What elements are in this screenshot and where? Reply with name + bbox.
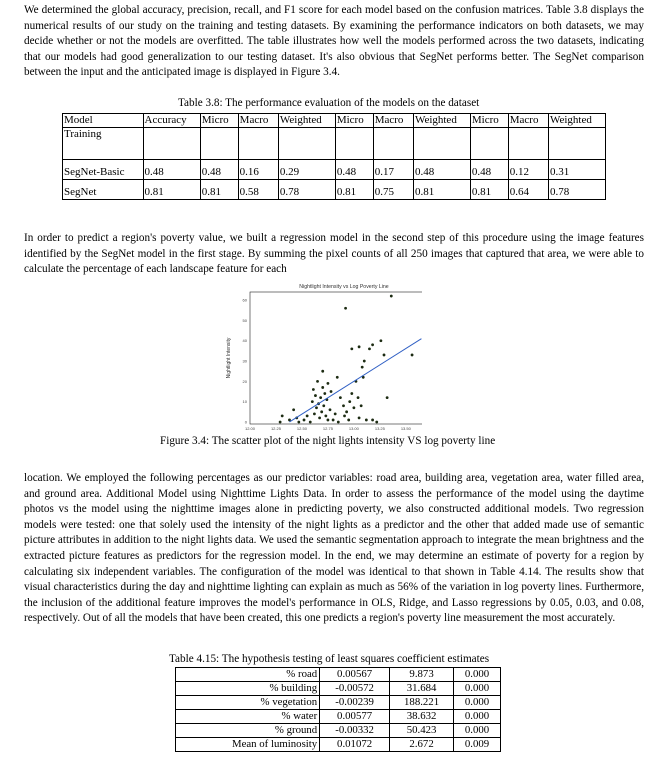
scatter-point — [329, 408, 332, 411]
y-tick-label: 40 — [242, 338, 247, 344]
table-cell: % ground — [176, 724, 320, 738]
header-cell: Weighted — [278, 114, 335, 128]
table-3-8-caption: Table 3.8: The performance evaluation of the models on the dataset — [178, 97, 480, 109]
table-cell: 0.48 — [470, 160, 508, 180]
paragraph-regression: In order to predict a region's poverty value, we built a regression model in the second step of this procedure using the image features identified by the SegNet model in the first stage. By summing the pixel counts of all 250 images that captured that area, we were able to calculate the percentage of each landscape feature for each — [24, 232, 644, 276]
scatter-point — [365, 419, 368, 422]
scatter-point — [312, 388, 315, 391]
table-row — [176, 696, 501, 710]
table-row — [176, 668, 501, 682]
x-tick-label: 13.50 — [400, 426, 411, 431]
scatter-point — [315, 406, 318, 409]
scatter-point — [324, 414, 327, 417]
scatter-point — [303, 419, 306, 422]
y-tick-label: 30 — [242, 358, 247, 364]
table-cell: 0.48 — [335, 160, 373, 180]
table-cell: 0.009 — [454, 738, 501, 752]
table-cell: 0.81 — [413, 180, 470, 200]
table-cell: 0.78 — [278, 180, 335, 200]
table-cell: 0.00567 — [320, 668, 390, 682]
scatter-point — [390, 295, 393, 298]
scatter-point — [323, 392, 326, 395]
table-cell: 9.873 — [390, 668, 454, 682]
figure-3-4-caption: Figure 3.4: The scatter plot of the night lights intensity VS log poverty line — [160, 435, 496, 447]
table-cell: 0.16 — [238, 160, 278, 180]
x-tick-label: 12.75 — [322, 426, 333, 431]
y-tick-label: 50 — [242, 317, 247, 323]
scatter-point — [313, 412, 316, 415]
scatter-point — [350, 392, 353, 395]
table-row — [176, 710, 501, 724]
table-cell: 0.17 — [373, 160, 413, 180]
table-cell: 31.684 — [390, 682, 454, 696]
scatter-points — [279, 295, 414, 424]
table-cell: 0.48 — [413, 160, 470, 180]
scatter-point — [322, 404, 325, 407]
y-tick-label: 20 — [242, 378, 247, 384]
scatter-point — [361, 366, 364, 369]
x-axis — [245, 426, 422, 431]
scatter-point — [318, 417, 321, 420]
x-tick-label: 13.00 — [348, 426, 359, 431]
scatter-point — [344, 307, 347, 310]
scatter-point — [327, 382, 330, 385]
y-tick-label: 10 — [242, 399, 247, 405]
x-tick-label: 12.50 — [296, 426, 307, 431]
performance-table — [62, 113, 606, 200]
scatter-point — [321, 370, 324, 373]
table-cell: SegNet — [63, 180, 144, 200]
y-tick-label: 60 — [242, 297, 247, 303]
table-cell: 0.000 — [454, 696, 501, 710]
scatter-point — [358, 345, 361, 348]
scatter-point — [297, 421, 300, 424]
scatter-point — [363, 360, 366, 363]
header-cell: Micro — [335, 114, 373, 128]
y-axis-label: Nightlight Intensity — [226, 337, 232, 379]
table-cell: -0.00332 — [320, 724, 390, 738]
scatter-point — [358, 417, 361, 420]
x-tick-label: 12.00 — [244, 426, 256, 431]
table-cell: 0.48 — [200, 160, 238, 180]
paragraph-results: We determined the global accuracy, precision, recall, and F1 score for each model based on the confusion matrices. Table 3.8 displays the numerical results of our study on the training and testing datasets. By examining the performance indicators on both datasets, we may decide whether or not the models are overfitted. The table illustrates how well the models performed across the two datasets, indicating that our models had good generalization to our testing dataset. It's also obvious that SegNet performs better. The SegNet comparison between the input and the anticipated image is displayed in Figure 3.4. — [24, 4, 644, 79]
x-tick-label: 12.25 — [270, 426, 281, 431]
table-cell: 0.01072 — [320, 738, 390, 752]
table-cell: 0.78 — [548, 180, 605, 200]
y-tick-label: 0 — [244, 419, 247, 425]
table-row — [63, 180, 606, 200]
scatter-plot — [222, 282, 422, 434]
scatter-point — [319, 396, 322, 399]
header-cell: Accuracy — [143, 114, 200, 128]
table-cell: 0.12 — [508, 160, 548, 180]
table-cell: 0.000 — [454, 724, 501, 738]
scatter-point — [350, 347, 353, 350]
scatter-point — [327, 419, 330, 422]
header-cell: Macro — [238, 114, 278, 128]
table-row — [176, 682, 501, 696]
table-row — [176, 724, 501, 738]
x-tick-label: 13.25 — [374, 426, 385, 431]
scatter-point — [334, 412, 337, 415]
table-cell: 38.632 — [390, 710, 454, 724]
table-cell: 0.81 — [335, 180, 373, 200]
table-cell: % building — [176, 682, 320, 696]
scatter-point — [380, 339, 383, 342]
table-cell: % water — [176, 710, 320, 724]
scatter-point — [332, 419, 335, 422]
scatter-point — [292, 408, 295, 411]
scatter-point — [279, 421, 282, 424]
table-cell: Mean of luminosity — [176, 738, 320, 752]
scatter-point — [320, 410, 323, 413]
scatter-point — [314, 394, 317, 397]
table-cell: 0.81 — [143, 180, 200, 200]
header-cell: Weighted — [548, 114, 605, 128]
table-row — [176, 738, 501, 752]
scatter-point — [347, 419, 350, 422]
scatter-point — [345, 410, 348, 413]
scatter-point — [371, 419, 374, 422]
table-cell: 0.000 — [454, 682, 501, 696]
table-cell: 0.29 — [278, 160, 335, 180]
header-cell: Micro — [470, 114, 508, 128]
table-row — [63, 160, 606, 180]
scatter-point — [386, 396, 389, 399]
scatter-point — [309, 421, 312, 424]
header-cell: Weighted — [413, 114, 470, 128]
table-cell: 0.000 — [454, 668, 501, 682]
table-cell: 188.221 — [390, 696, 454, 710]
scatter-point — [348, 400, 351, 403]
scatter-point — [343, 414, 346, 417]
scatter-point — [306, 414, 309, 417]
chart-title: Nightlight Intensity vs Log Poverty Line — [299, 284, 389, 290]
table-cell: 0.81 — [200, 180, 238, 200]
header-cell: Model — [63, 114, 144, 128]
table-cell: 0.64 — [508, 180, 548, 200]
table-cell: SegNet-Basic — [63, 160, 144, 180]
table-cell: 0.000 — [454, 710, 501, 724]
scatter-point — [330, 390, 333, 393]
scatter-point — [281, 414, 284, 417]
scatter-point — [337, 421, 340, 424]
scatter-point — [411, 354, 414, 357]
table-4-15-caption: Table 4.15: The hypothesis testing of least squares coefficient estimates — [169, 653, 490, 665]
table-cell: 0.00577 — [320, 710, 390, 724]
scatter-point — [375, 421, 378, 424]
table-cell: -0.00572 — [320, 682, 390, 696]
table-cell: 0.75 — [373, 180, 413, 200]
table-subheader-row — [63, 128, 606, 160]
scatter-point — [336, 376, 339, 379]
scatter-point — [357, 396, 360, 399]
y-axis — [243, 298, 248, 425]
scatter-point — [368, 347, 371, 350]
table-cell: 0.81 — [470, 180, 508, 200]
scatter-point — [352, 406, 355, 409]
scatter-point — [339, 396, 342, 399]
scatter-point — [311, 400, 314, 403]
header-cell: Macro — [508, 114, 548, 128]
table-cell: 50.423 — [390, 724, 454, 738]
subheader-cell: Training — [63, 128, 144, 160]
table-cell: 2.672 — [390, 738, 454, 752]
scatter-point — [342, 404, 345, 407]
header-cell: Micro — [200, 114, 238, 128]
regression-line — [289, 339, 421, 422]
scatter-point — [371, 343, 374, 346]
table-cell: 0.58 — [238, 180, 278, 200]
table-cell: 0.48 — [143, 160, 200, 180]
scatter-point — [316, 380, 319, 383]
plot-area — [250, 292, 422, 424]
table-cell: % vegetation — [176, 696, 320, 710]
scatter-point — [360, 404, 363, 407]
header-cell: Macro — [373, 114, 413, 128]
scatter-point — [321, 386, 324, 389]
table-header-row — [63, 114, 606, 128]
scatter-point — [383, 354, 386, 357]
hypothesis-table — [175, 667, 501, 752]
table-cell: 0.31 — [548, 160, 605, 180]
table-cell: -0.00239 — [320, 696, 390, 710]
paragraph-nighttime-model: location. We employed the following percentages as our predictor variables: road area, building area, vegetation area, water filled area, and ground area. Additional Model using Nighttime Lights Data. In order to assess the performance of the model using the daytime photos vs the model using the nighttime images alone in predicting poverty, we also constructed additional models. Two regression models were tested: one that solely used the intensity of the night lights as a predictor and the other that added made use of semantic picture attributes in addition to the night lights data. We used the semantic segmentation approach to integrate the mean brightness and the extracted picture features as predictors for the regression model. In the end, we may determine an estimate of poverty for a region by calculating six independent variables. The configuration of the model was identical to that shown in Table 4.14. The results show that visual characteristics during the day and nighttime lighting can explain as much as 56% of the variation in log poverty lines. Furthermore, the inclusion of the additional feature improves the model's performance in OLS, Ridge, and Lasso regressions by 0.05, 0.03, and 0.08, respectively. Out of all the models that have been created, this one predicts a region's poverty line measurement the most accurately. — [24, 472, 644, 625]
table-cell: % road — [176, 668, 320, 682]
